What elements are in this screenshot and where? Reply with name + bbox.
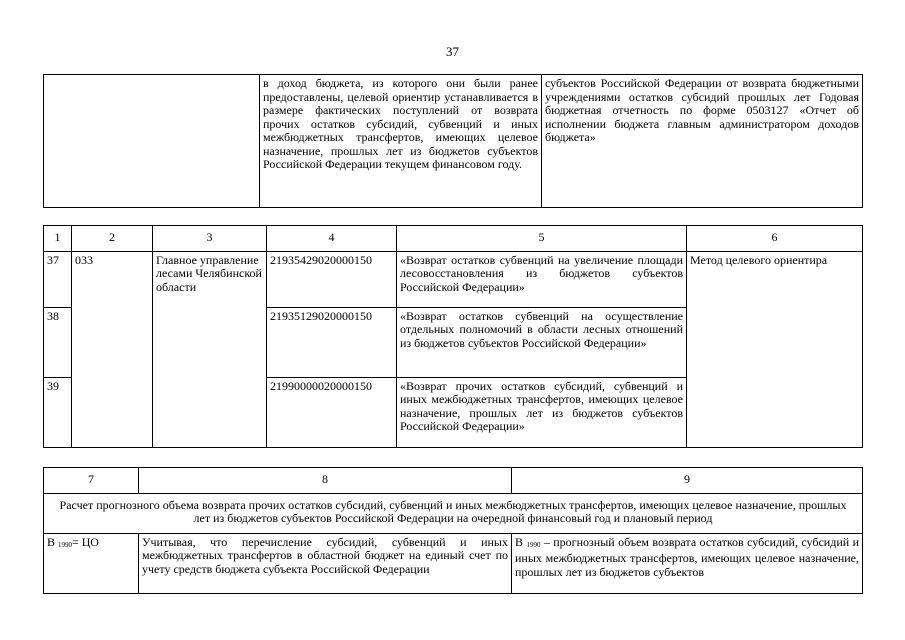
table-row — [44, 251, 863, 307]
source-reports-cell: субъектов Российской Федерации от возврата бюджетными учреждениями остатков субсидий прошлых лет Годовая бюджетная отчетность по форме 0503127 «Отчет об исполнении бюджета главным администратором доходов бюджета» — [542, 75, 863, 208]
section-title-row — [44, 493, 863, 533]
variable-subscript: 1990 — [526, 540, 541, 549]
table-header-row — [44, 468, 863, 494]
column-header: 1 — [44, 226, 72, 252]
table-row — [44, 533, 863, 593]
revenue-name-cell: «Возврат остатков субвенций на осуществление отдельных полномочий в области лесных отношений из бюджетов субъектов Российской Федерации» — [397, 307, 687, 377]
formula-prefix: В — [47, 534, 56, 549]
formula-cell — [44, 533, 139, 593]
kbk-code-cell: 21935129020000150 — [267, 307, 397, 377]
kbk-code-cell: 21935429020000150 — [267, 251, 397, 307]
revenue-name-cell: «Возврат прочих остатков субсидий, субвенций и иных межбюджетных трансфертов, имеющих целевое назначение, прошлых лет из бюджетов субъектов Российской Федерации» — [397, 377, 687, 447]
column-header: 3 — [153, 226, 267, 252]
row-number: 38 — [44, 307, 72, 377]
column-header: 8 — [139, 468, 512, 494]
admin-code-cell: 033 — [72, 251, 153, 447]
target-description-cell: в доход бюджета, из которого они были ранее предоставлены, целевой ориентир устанавливается в размере фактических поступлений от возврата прочих остатков субсидий, субвенций и иных межбюджетных трансфертов, имеющих целевое назначение, прошлых лет из бюджетов субъектов Российской Федерации текущем финансовом году. — [260, 75, 542, 208]
variable-description-cell — [512, 533, 863, 593]
method-cell: Метод целевого ориентира — [687, 251, 863, 447]
column-header: 4 — [267, 226, 397, 252]
column-header: 7 — [44, 468, 139, 494]
admin-name-cell: Главное управление лесами Челябинской области — [153, 251, 267, 447]
formula-subscript: 1990 — [58, 540, 73, 549]
column-header: 2 — [72, 226, 153, 252]
table-header-row — [44, 226, 863, 252]
row-number: 37 — [44, 251, 72, 307]
kbk-code-cell: 21990000020000150 — [267, 377, 397, 447]
empty-cell — [44, 75, 260, 208]
calculation-table — [43, 467, 863, 594]
continuation-table — [43, 74, 863, 208]
revenue-name-cell: «Возврат остатков субвенций на увеличение площади лесовосстановления из бюджетов субъектов Российской Федерации» — [397, 251, 687, 307]
page-number: 37 — [446, 44, 459, 59]
column-header: 5 — [397, 226, 687, 252]
variable-prefix: В — [515, 534, 524, 549]
column-header: 6 — [687, 226, 863, 252]
row-number: 39 — [44, 377, 72, 447]
variable-text: – прогнозный объем возврата остатков субсидий, субсидий и иных межбюджетных трансфертов, имеющих целевое назначение, прошлых лет из бюджетов субъектов — [515, 534, 860, 579]
formula-suffix: = ЦО — [72, 534, 99, 549]
revenue-codes-table — [43, 225, 863, 448]
column-header: 9 — [512, 468, 863, 494]
explanation-cell: Учитывая, что перечисление субсидий, субвенций и иных межбюджетных трансфертов в областной бюджет на единый счет по учету средств бюджета субъекта Российской Федерации — [139, 533, 512, 593]
section-title: Расчет прогнозного объема возврата прочих остатков субсидий, субвенций и иных межбюджетных трансфертов, имеющих целевое назначение, прошлых лет из бюджетов субъектов Российской Федерации на очередной финансовый год и плановый период — [44, 493, 863, 533]
